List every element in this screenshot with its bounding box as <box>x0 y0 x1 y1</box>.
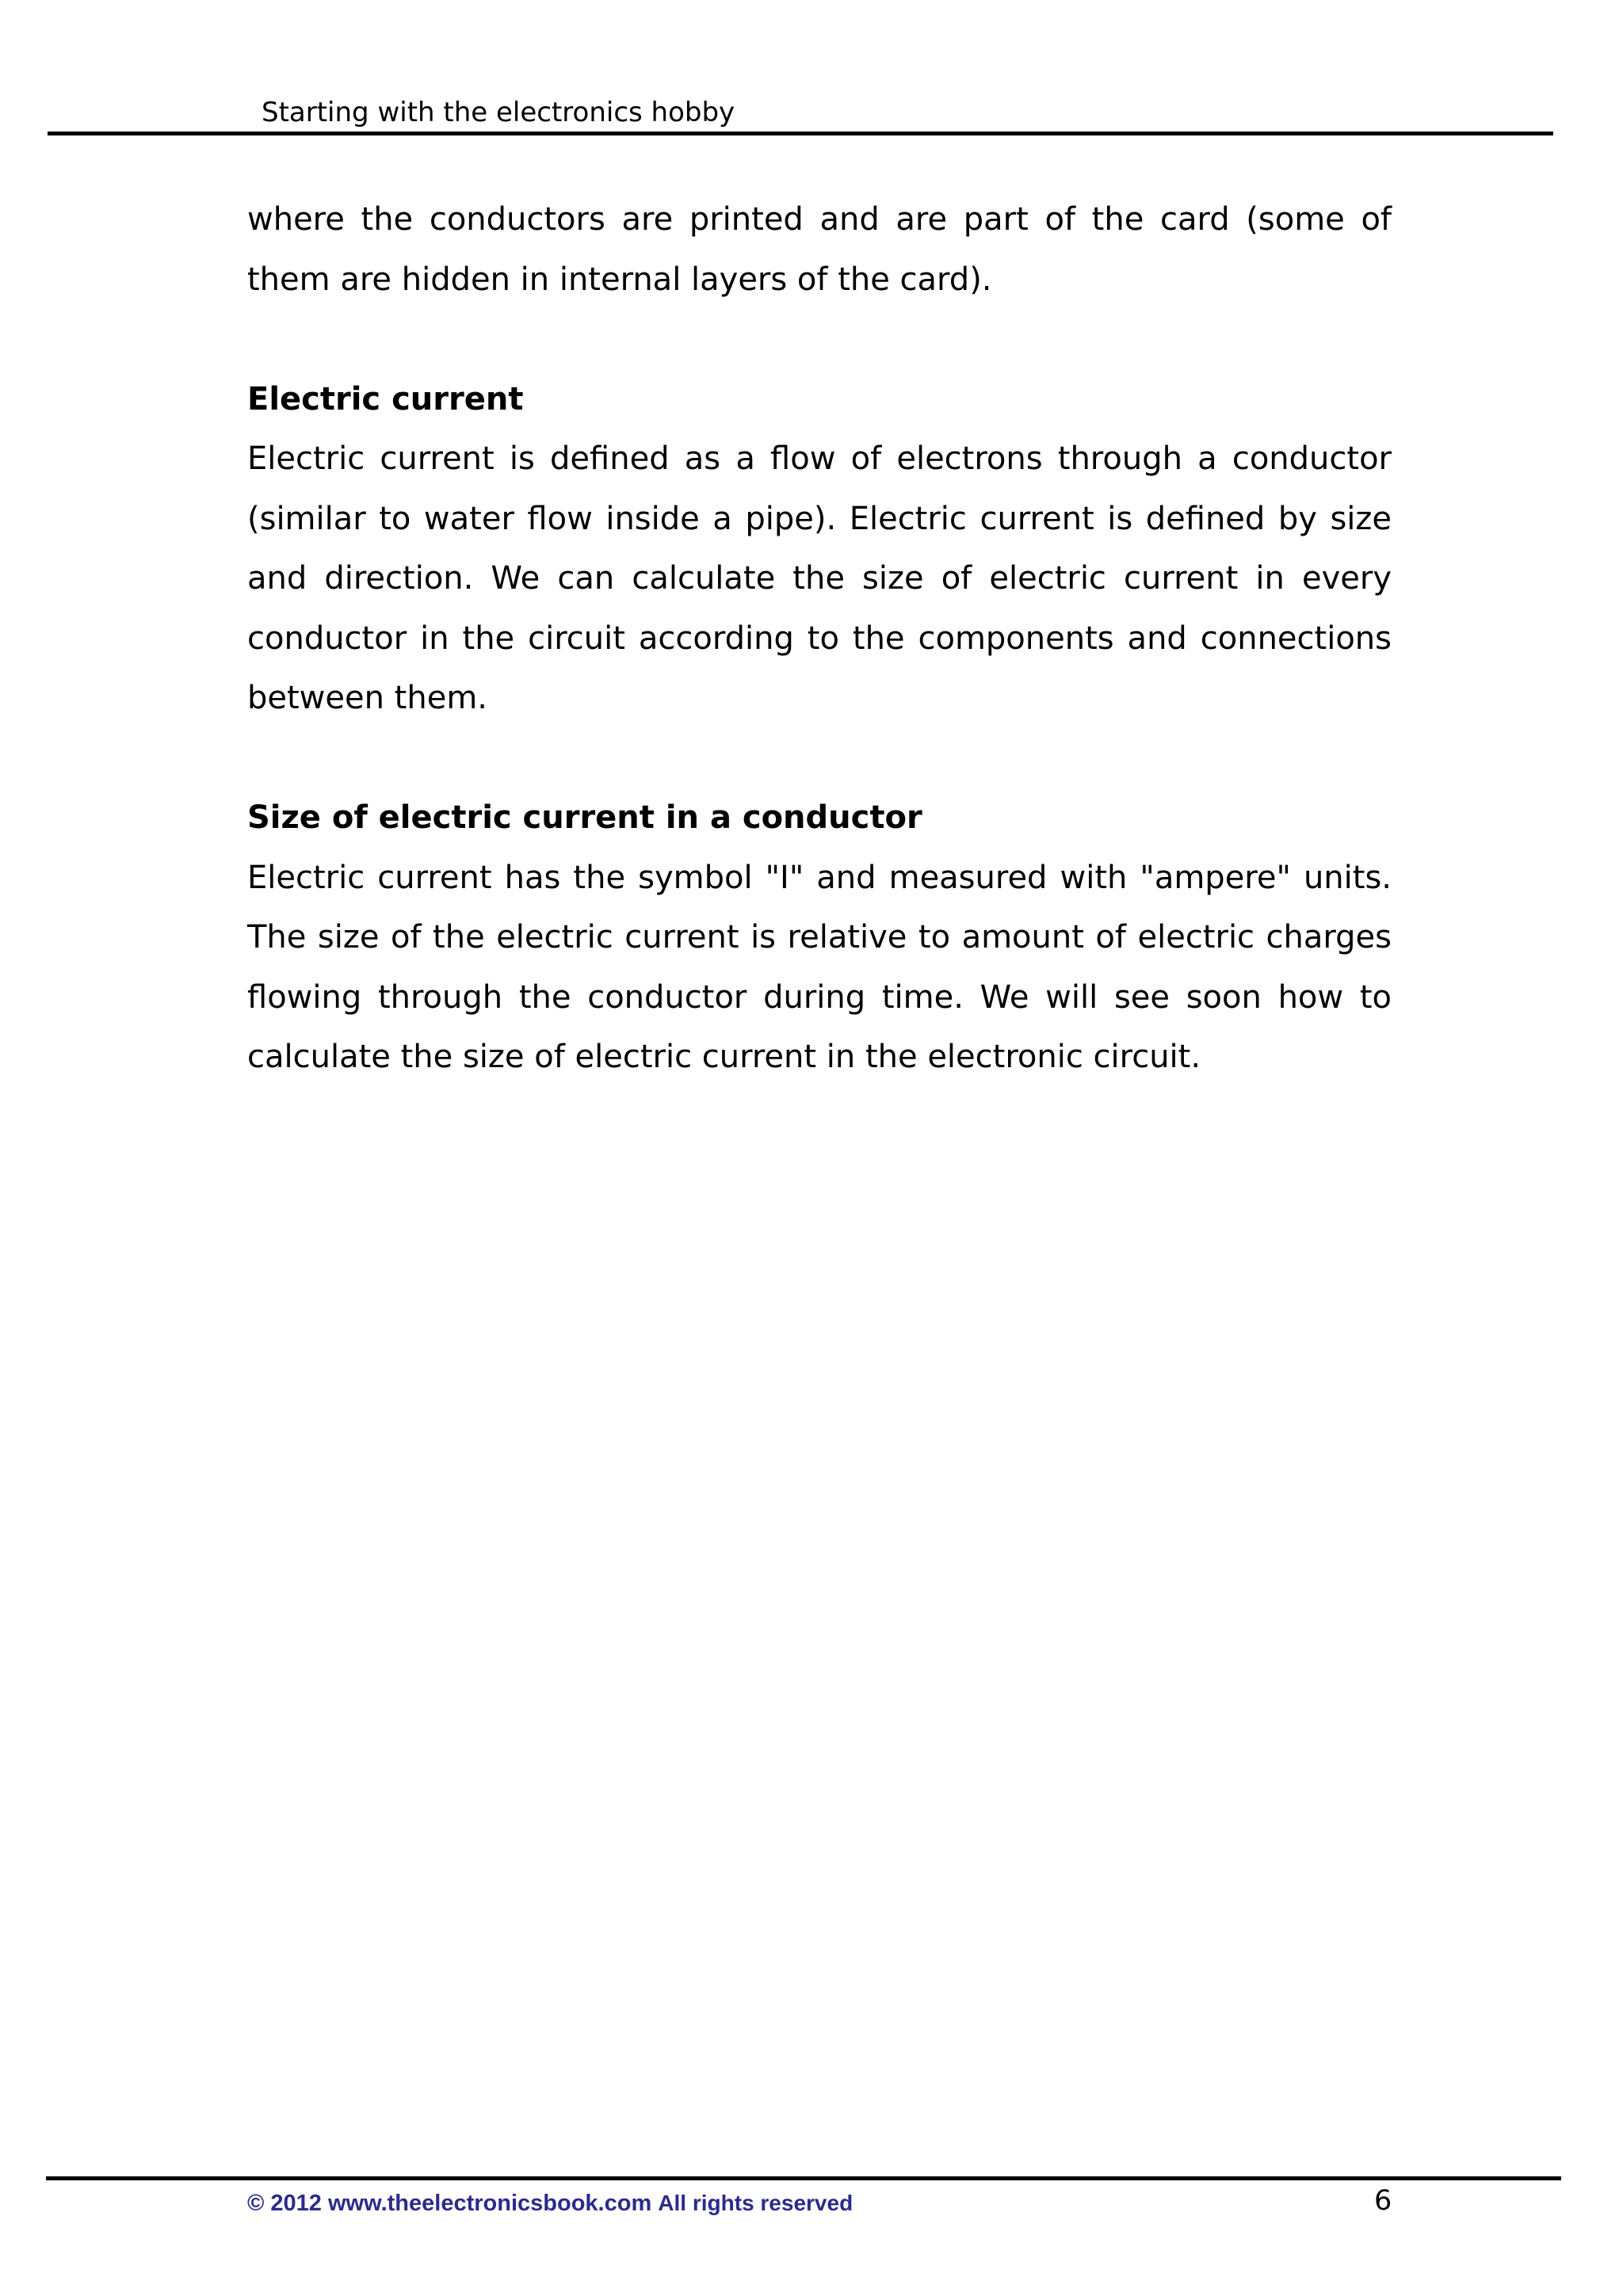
section-text-current-size: Electric current has the symbol "I" and measured with "ampere" units. The size of the electric current is relative to amount of electric charges flowing through the conductor during time. We will see soon how to calculate the size of electric current in the electronic circuit. <box>247 859 1392 1075</box>
running-header: Starting with the electronics hobby <box>262 97 735 128</box>
footer-copyright: © 2012 www.theelectronicsbook.com <box>247 2191 652 2216</box>
section-heading-electric-current: Electric current <box>247 380 524 418</box>
footer-divider <box>46 2176 1561 2180</box>
paragraph-gap <box>247 729 1392 789</box>
footer-rights: All rights reserved <box>658 2191 854 2215</box>
intro-paragraph: where the conductors are printed and are part of the card (some of them are hidden in internal layers of the card). <box>247 201 1392 298</box>
section-heading-current-size: Size of electric current in a conductor <box>247 799 922 836</box>
header-divider <box>48 132 1553 135</box>
footer-copyright-line <box>247 2188 853 2218</box>
page-number: 6 <box>1374 2185 1392 2217</box>
section-text-electric-current: Electric current is defined as a flow of electrons through a conductor (similar to water flow inside a pipe). Electric current is defined by size and direction. We can calculate the size of electric current in every conductor in the circuit according to the components and connections between them. <box>247 441 1392 716</box>
page-content <box>247 190 1392 1088</box>
paragraph-gap <box>247 310 1392 370</box>
